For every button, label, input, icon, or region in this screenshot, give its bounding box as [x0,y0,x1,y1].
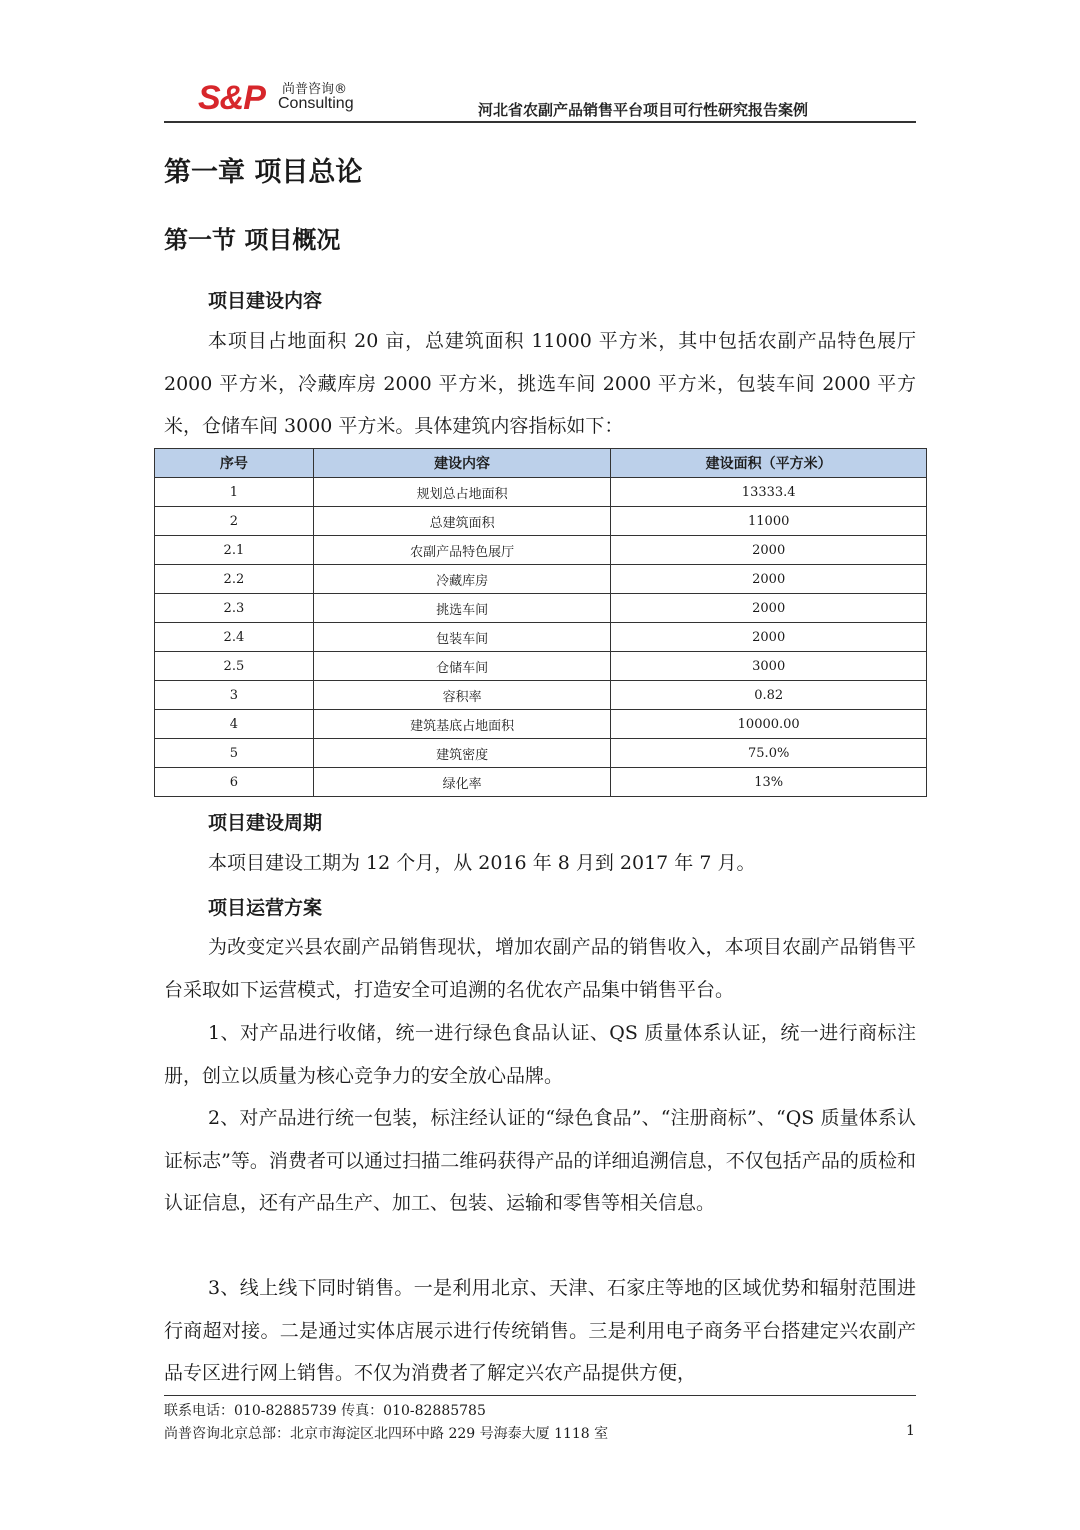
table-cell: 10000.00 [611,710,927,739]
table-row [155,739,927,768]
operation-paragraph-1: 1、对产品进行收储，统一进行绿色食品认证、QS 质量体系认证，统一进行商标注册，创立以质量为核心竞争力的安全放心品牌。 [164,1022,916,1087]
column-header: 建设面积（平方米） [611,449,927,478]
logo-mark: S&P [198,79,265,117]
table-row [155,710,927,739]
logo-chinese-name: 尚普咨询® [282,82,348,97]
column-header: 建设内容 [313,449,611,478]
period-paragraph: 本项目建设工期为 12 个月，从 2016 年 8 月到 2017 年 7 月。 [208,852,756,874]
table-cell: 挑选车间 [313,594,611,623]
construction-paragraph: 本项目占地面积 20 亩，总建筑面积 11000 平方米，其中包括农副产品特色展厅 2000 平方米，冷藏库房 2000 平方米，挑选车间 2000 平方米，包装车间 2000 平方米，仓储车间 3000 平方米。具体建筑内容指标如下： [164,330,916,437]
table-cell: 11000 [611,507,927,536]
operation-paragraph-2: 2、对产品进行统一包装，标注经认证的“绿色食品”、“注册商标”、“QS 质量体系认证标志”等。消费者可以通过扫描二维码获得产品的详细追溯信息，不仅包括产品的质检和认证信息，还有产品生产、加工、包装、运输和零售等相关信息。 [164,1107,916,1214]
table-row [155,768,927,797]
table-cell: 2.1 [155,536,314,565]
construction-table [154,448,927,797]
operation-paragraph-3: 3、线上线下同时销售。一是利用北京、天津、石家庄等地的区域优势和辐射范围进行商超对接。二是通过实体店展示进行传统销售。三是利用电子商务平台搭建定兴农副产品专区进行网上销售。不仅为消费者了解定兴农产品提供方便， [164,1277,916,1384]
table-cell: 5 [155,739,314,768]
table-cell: 2000 [611,594,927,623]
table-row [155,536,927,565]
logo-english-name: Consulting [278,95,354,112]
operation-paragraph-intro: 为改变定兴县农副产品销售现状，增加农副产品的销售收入，本项目农副产品销售平台采取如下运营模式，打造安全可追溯的名优农产品集中销售平台。 [164,936,916,1001]
section-title: 第一节 项目概况 [164,226,341,254]
table-cell: 2.5 [155,652,314,681]
table-row [155,681,927,710]
table-cell: 仓储车间 [313,652,611,681]
table-cell: 绿化率 [313,768,611,797]
table-cell: 2 [155,507,314,536]
table-cell: 冷藏库房 [313,565,611,594]
table-cell: 2.2 [155,565,314,594]
footer-contact: 联系电话：010-82885739 传真：010-82885785 [164,1403,486,1419]
table-cell: 容积率 [313,681,611,710]
footer-address: 尚普咨询北京总部：北京市海淀区北四环中路 229 号海泰大厦 1118 室 [164,1426,609,1442]
table-row [155,652,927,681]
table-cell: 0.82 [611,681,927,710]
table-row [155,623,927,652]
table-cell: 2000 [611,565,927,594]
table-cell: 规划总占地面积 [313,478,611,507]
column-header: 序号 [155,449,314,478]
table-cell: 2.4 [155,623,314,652]
table-cell: 包装车间 [313,623,611,652]
table-cell: 2000 [611,536,927,565]
table-row [155,478,927,507]
running-header-title: 河北省农副产品销售平台项目可行性研究报告案例 [478,101,809,119]
table-cell: 建筑密度 [313,739,611,768]
table-cell: 3 [155,681,314,710]
table-cell: 4 [155,710,314,739]
table-cell: 1 [155,478,314,507]
header-divider [164,121,916,123]
table-cell: 总建筑面积 [313,507,611,536]
table-cell: 13% [611,768,927,797]
table-cell: 建筑基底占地面积 [313,710,611,739]
operation-heading: 项目运营方案 [208,897,323,919]
table-cell: 农副产品特色展厅 [313,536,611,565]
table-row [155,594,927,623]
table-row [155,565,927,594]
construction-heading: 项目建设内容 [208,290,323,312]
table-cell: 6 [155,768,314,797]
table-cell: 13333.4 [611,478,927,507]
table-header-row [155,449,927,478]
period-heading: 项目建设周期 [208,812,323,834]
table-cell: 3000 [611,652,927,681]
table-cell: 2.3 [155,594,314,623]
page-number: 1 [906,1423,915,1439]
chapter-title: 第一章 项目总论 [164,157,363,188]
table-cell: 75.0% [611,739,927,768]
table-row [155,507,927,536]
footer-divider [164,1395,916,1396]
table-cell: 2000 [611,623,927,652]
